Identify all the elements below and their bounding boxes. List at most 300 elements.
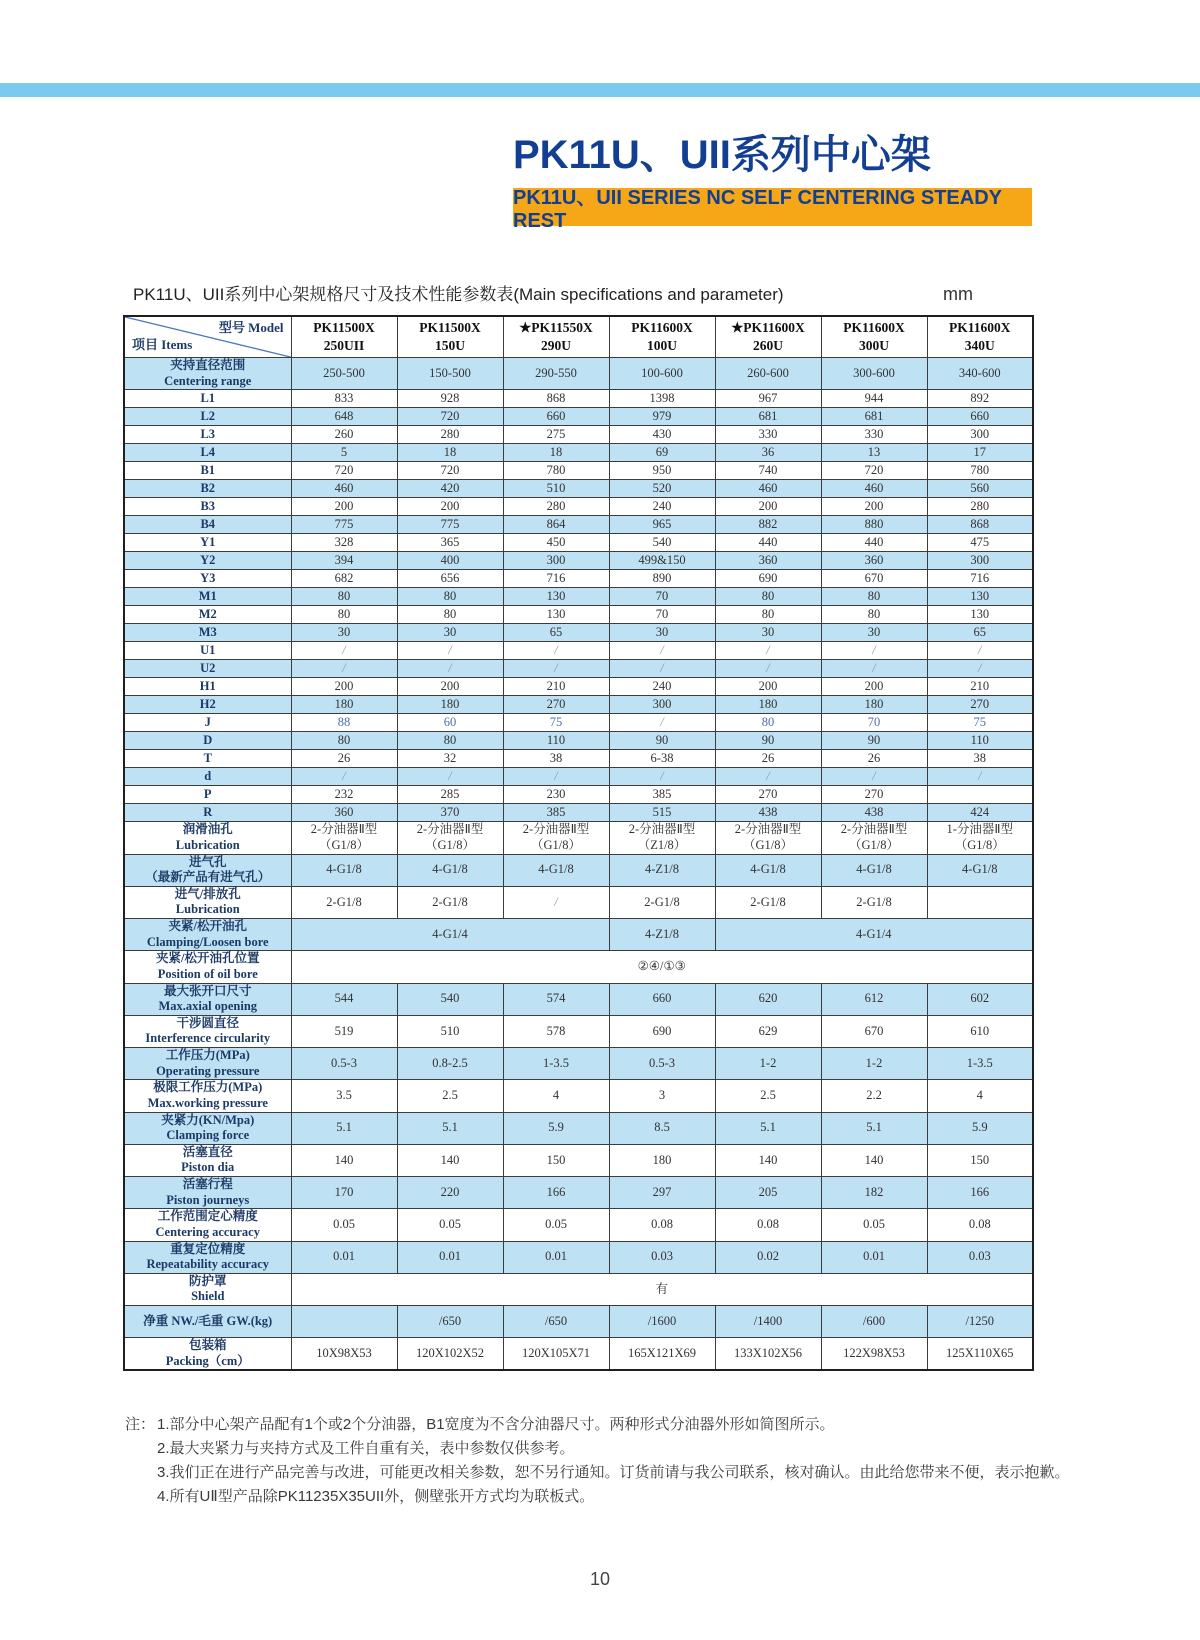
table-cell: 928 xyxy=(397,390,503,408)
table-cell: 4-G1/8 xyxy=(715,854,821,886)
table-cell: 2.5 xyxy=(397,1080,503,1112)
table-cell: / xyxy=(503,660,609,678)
row-label: 重复定位精度 Repeatability accuracy xyxy=(124,1241,291,1273)
table-cell: 720 xyxy=(397,408,503,426)
series-banner: PK11U、UII SERIES NC SELF CENTERING STEADY REST xyxy=(513,188,1032,226)
top-divider-bar xyxy=(0,83,1200,97)
table-cell: 1-3.5 xyxy=(927,1048,1033,1080)
row-label: P xyxy=(124,786,291,804)
table-cell: 30 xyxy=(715,624,821,642)
table-cell: 574 xyxy=(503,983,609,1015)
table-row xyxy=(124,1209,1033,1241)
table-cell: 2-分油器Ⅱ型 （G1/8） xyxy=(397,822,503,854)
footnote-item: 3.我们正在进行产品完善与改进，可能更改相关参数，恕不另行通知。订货前请与我公司联系，核对确认。由此给您带来不便，表示抱歉。 xyxy=(157,1464,1070,1482)
table-cell: / xyxy=(503,886,609,918)
model-column-header: PK11500X 150U xyxy=(397,316,503,358)
table-cell: 438 xyxy=(715,804,821,822)
table-cell: 65 xyxy=(503,624,609,642)
table-cell: 250-500 xyxy=(291,358,397,390)
table-cell: 5 xyxy=(291,444,397,462)
table-cell: 540 xyxy=(397,983,503,1015)
diagonal-header-cell xyxy=(124,316,291,358)
table-cell: 780 xyxy=(503,462,609,480)
table-cell: 660 xyxy=(927,408,1033,426)
table-cell: 360 xyxy=(715,552,821,570)
table-cell: 300 xyxy=(609,696,715,714)
table-cell: 2-G1/8 xyxy=(715,886,821,918)
table-cell: 560 xyxy=(927,480,1033,498)
row-label: L1 xyxy=(124,390,291,408)
table-cell: 90 xyxy=(821,732,927,750)
table-cell: 720 xyxy=(291,462,397,480)
table-row xyxy=(124,588,1033,606)
table-cell: 864 xyxy=(503,516,609,534)
table-cell: 3.5 xyxy=(291,1080,397,1112)
row-label: 进气/排放孔 Lubrication xyxy=(124,886,291,918)
table-cell: / xyxy=(291,768,397,786)
table-cell: 340-600 xyxy=(927,358,1033,390)
row-label: U1 xyxy=(124,642,291,660)
table-cell: 232 xyxy=(291,786,397,804)
table-cell: 270 xyxy=(821,786,927,804)
table-cell: 2-分油器Ⅱ型 （G1/8） xyxy=(821,822,927,854)
table-cell: 0.08 xyxy=(609,1209,715,1241)
table-cell: 510 xyxy=(503,480,609,498)
row-label: M3 xyxy=(124,624,291,642)
table-cell xyxy=(291,1306,397,1338)
table-cell: 670 xyxy=(821,1015,927,1047)
table-cell: 775 xyxy=(397,516,503,534)
table-cell: 18 xyxy=(503,444,609,462)
table-cell: / xyxy=(609,642,715,660)
table-cell: 544 xyxy=(291,983,397,1015)
table-cell: 130 xyxy=(503,606,609,624)
table-row xyxy=(124,1080,1033,1112)
table-row xyxy=(124,642,1033,660)
table-cell: 0.08 xyxy=(927,1209,1033,1241)
table-cell: 740 xyxy=(715,462,821,480)
table-cell: 80 xyxy=(397,732,503,750)
table-cell: 4-G1/4 xyxy=(291,919,609,951)
table-cell: 0.8-2.5 xyxy=(397,1048,503,1080)
row-label: D xyxy=(124,732,291,750)
table-cell: /1250 xyxy=(927,1306,1033,1338)
table-cell: /1600 xyxy=(609,1306,715,1338)
table-row xyxy=(124,1144,1033,1176)
table-cell: 720 xyxy=(397,462,503,480)
table-cell: 944 xyxy=(821,390,927,408)
table-cell: / xyxy=(503,642,609,660)
table-cell: 220 xyxy=(397,1177,503,1209)
table-row xyxy=(124,822,1033,854)
table-cell: 60 xyxy=(397,714,503,732)
table-cell: 370 xyxy=(397,804,503,822)
table-cell: 656 xyxy=(397,570,503,588)
table-cell: 540 xyxy=(609,534,715,552)
table-cell: 775 xyxy=(291,516,397,534)
table-cell: / xyxy=(715,642,821,660)
table-cell: 30 xyxy=(821,624,927,642)
table-cell: 70 xyxy=(609,588,715,606)
table-cell: 210 xyxy=(503,678,609,696)
table-cell: 125X110X65 xyxy=(927,1338,1033,1371)
table-cell: 868 xyxy=(503,390,609,408)
table-cell: 0.05 xyxy=(397,1209,503,1241)
table-cell: 882 xyxy=(715,516,821,534)
table-cell: 69 xyxy=(609,444,715,462)
row-label: H2 xyxy=(124,696,291,714)
table-cell: 1398 xyxy=(609,390,715,408)
row-label: U2 xyxy=(124,660,291,678)
table-cell: 300 xyxy=(927,552,1033,570)
table-cell: 260 xyxy=(291,426,397,444)
table-cell: 460 xyxy=(715,480,821,498)
table-cell: 210 xyxy=(927,678,1033,696)
table-cell: 612 xyxy=(821,983,927,1015)
table-cell: 5.9 xyxy=(927,1112,1033,1144)
table-cell: 8.5 xyxy=(609,1112,715,1144)
table-cell: 4-G1/8 xyxy=(927,854,1033,886)
table-row xyxy=(124,804,1033,822)
table-cell: 300-600 xyxy=(821,358,927,390)
spec-table xyxy=(123,315,1034,1371)
row-label: 工作范围定心精度 Centering accuracy xyxy=(124,1209,291,1241)
table-cell: / xyxy=(609,768,715,786)
table-cell: 0.03 xyxy=(609,1241,715,1273)
table-cell: 200 xyxy=(715,498,821,516)
table-cell: 328 xyxy=(291,534,397,552)
table-row xyxy=(124,498,1033,516)
table-cell: / xyxy=(397,660,503,678)
table-cell: 17 xyxy=(927,444,1033,462)
table-cell: 38 xyxy=(503,750,609,768)
model-column-header: PK11600X 100U xyxy=(609,316,715,358)
row-label: 防护罩 Shield xyxy=(124,1273,291,1305)
table-cell: 681 xyxy=(715,408,821,426)
table-row xyxy=(124,1112,1033,1144)
table-cell: 0.08 xyxy=(715,1209,821,1241)
table-row xyxy=(124,732,1033,750)
table-row xyxy=(124,534,1033,552)
table-cell: 833 xyxy=(291,390,397,408)
table-row xyxy=(124,786,1033,804)
table-cell: 200 xyxy=(397,498,503,516)
table-cell: 80 xyxy=(715,714,821,732)
row-label: 活塞直径 Piston dia xyxy=(124,1144,291,1176)
table-cell: 150 xyxy=(927,1144,1033,1176)
row-label: 干涉圆直径 Interference circularity xyxy=(124,1015,291,1047)
row-label: 工作压力(MPa) Operating pressure xyxy=(124,1048,291,1080)
table-cell: /600 xyxy=(821,1306,927,1338)
table-cell: / xyxy=(609,714,715,732)
table-cell: 182 xyxy=(821,1177,927,1209)
table-cell: 1-2 xyxy=(821,1048,927,1080)
table-row xyxy=(124,480,1033,498)
table-cell: 140 xyxy=(291,1144,397,1176)
table-row xyxy=(124,768,1033,786)
table-cell: 0.03 xyxy=(927,1241,1033,1273)
table-cell: 385 xyxy=(609,786,715,804)
table-cell: 38 xyxy=(927,750,1033,768)
table-cell: / xyxy=(397,642,503,660)
table-row xyxy=(124,426,1033,444)
table-cell: 360 xyxy=(821,552,927,570)
table-cell: 75 xyxy=(927,714,1033,732)
table-cell: 2.2 xyxy=(821,1080,927,1112)
table-cell: 30 xyxy=(397,624,503,642)
table-cell: 280 xyxy=(397,426,503,444)
table-cell: 0.5-3 xyxy=(609,1048,715,1080)
row-label: 净重 NW./毛重 GW.(kg) xyxy=(124,1306,291,1338)
unit-label: mm xyxy=(943,284,973,304)
table-row xyxy=(124,1015,1033,1047)
table-cell: / xyxy=(821,660,927,678)
table-cell: 519 xyxy=(291,1015,397,1047)
table-cell: / xyxy=(821,642,927,660)
table-row xyxy=(124,886,1033,918)
row-label: B1 xyxy=(124,462,291,480)
table-row xyxy=(124,606,1033,624)
table-row xyxy=(124,1338,1033,1371)
row-label: M1 xyxy=(124,588,291,606)
table-cell: 460 xyxy=(291,480,397,498)
table-cell: 681 xyxy=(821,408,927,426)
table-cell: 26 xyxy=(291,750,397,768)
table-cell: 394 xyxy=(291,552,397,570)
table-cell: 32 xyxy=(397,750,503,768)
table-cell: 4-G1/4 xyxy=(715,919,1033,951)
table-cell: 270 xyxy=(503,696,609,714)
table-row xyxy=(124,951,1033,983)
corner-model-label: 型号 Model xyxy=(218,320,284,335)
spec-table-body xyxy=(124,358,1033,1371)
table-cell: 780 xyxy=(927,462,1033,480)
table-cell: 200 xyxy=(291,678,397,696)
table-cell: 4-Z1/8 xyxy=(609,919,715,951)
table-cell: 200 xyxy=(291,498,397,516)
table-cell: 166 xyxy=(927,1177,1033,1209)
table-row xyxy=(124,1306,1033,1338)
table-cell: 430 xyxy=(609,426,715,444)
table-cell: 26 xyxy=(821,750,927,768)
table-cell: 510 xyxy=(397,1015,503,1047)
table-row xyxy=(124,919,1033,951)
table-cell: 240 xyxy=(609,678,715,696)
table-cell: 4-Z1/8 xyxy=(609,854,715,886)
table-cell: 90 xyxy=(609,732,715,750)
table-cell: 365 xyxy=(397,534,503,552)
table-row xyxy=(124,516,1033,534)
table-cell xyxy=(927,786,1033,804)
table-cell: 80 xyxy=(821,606,927,624)
table-cell: 716 xyxy=(927,570,1033,588)
table-cell: 4 xyxy=(503,1080,609,1112)
table-row xyxy=(124,854,1033,886)
row-label: L2 xyxy=(124,408,291,426)
table-cell: 460 xyxy=(821,480,927,498)
table-cell: 5.1 xyxy=(291,1112,397,1144)
table-cell: 120X105X71 xyxy=(503,1338,609,1371)
table-cell: 2-G1/8 xyxy=(821,886,927,918)
table-row xyxy=(124,462,1033,480)
table-cell: 270 xyxy=(715,786,821,804)
model-column-header: PK11500X 250UII xyxy=(291,316,397,358)
table-cell: 80 xyxy=(397,606,503,624)
table-cell: / xyxy=(715,768,821,786)
table-cell: 200 xyxy=(821,678,927,696)
table-cell: 297 xyxy=(609,1177,715,1209)
table-cell: 6-38 xyxy=(609,750,715,768)
table-cell: 80 xyxy=(291,606,397,624)
table-cell: 690 xyxy=(609,1015,715,1047)
table-cell: 690 xyxy=(715,570,821,588)
table-cell: 133X102X56 xyxy=(715,1338,821,1371)
table-cell: 716 xyxy=(503,570,609,588)
table-cell: 682 xyxy=(291,570,397,588)
footnotes-prefix: 注： xyxy=(125,1416,156,1434)
table-cell: 166 xyxy=(503,1177,609,1209)
table-cell: 420 xyxy=(397,480,503,498)
table-cell: 438 xyxy=(821,804,927,822)
table-cell: 18 xyxy=(397,444,503,462)
footnote-item: 1.部分中心架产品配有1个或2个分油器，B1宽度为不含分油器尺寸。两种形式分油器外形如简图所示。 xyxy=(157,1416,835,1434)
table-cell: 180 xyxy=(715,696,821,714)
table-cell: 260-600 xyxy=(715,358,821,390)
footnotes-lines xyxy=(157,1413,1200,1509)
model-column-header: PK11600X 300U xyxy=(821,316,927,358)
table-cell: 75 xyxy=(503,714,609,732)
table-cell: / xyxy=(927,660,1033,678)
table-cell: 150 xyxy=(503,1144,609,1176)
table-cell: 385 xyxy=(503,804,609,822)
table-cell: 300 xyxy=(503,552,609,570)
page-title: PK11U、UII系列中心架 xyxy=(513,133,931,177)
row-label: d xyxy=(124,768,291,786)
row-label: R xyxy=(124,804,291,822)
table-cell: 868 xyxy=(927,516,1033,534)
table-cell: / xyxy=(291,660,397,678)
table-cell: 80 xyxy=(291,588,397,606)
table-cell: 2.5 xyxy=(715,1080,821,1112)
table-cell: 0.02 xyxy=(715,1241,821,1273)
table-cell: 170 xyxy=(291,1177,397,1209)
row-label: J xyxy=(124,714,291,732)
table-cell: 330 xyxy=(715,426,821,444)
table-cell: 280 xyxy=(503,498,609,516)
table-cell: / xyxy=(821,768,927,786)
table-cell: 240 xyxy=(609,498,715,516)
table-row xyxy=(124,983,1033,1015)
table-cell: 520 xyxy=(609,480,715,498)
table-cell: 13 xyxy=(821,444,927,462)
table-cell: /650 xyxy=(397,1306,503,1338)
table-cell xyxy=(927,886,1033,918)
table-cell: 4-G1/8 xyxy=(821,854,927,886)
table-row xyxy=(124,660,1033,678)
table-cell: /650 xyxy=(503,1306,609,1338)
table-cell: 30 xyxy=(609,624,715,642)
row-label: L3 xyxy=(124,426,291,444)
page-header xyxy=(513,132,1032,232)
table-cell: 440 xyxy=(715,534,821,552)
table-cell: 0.01 xyxy=(291,1241,397,1273)
table-cell: 629 xyxy=(715,1015,821,1047)
table-row xyxy=(124,750,1033,768)
table-cell: 0.01 xyxy=(397,1241,503,1273)
table-cell: 0.01 xyxy=(821,1241,927,1273)
table-cell: 424 xyxy=(927,804,1033,822)
table-cell: 890 xyxy=(609,570,715,588)
table-cell: / xyxy=(503,768,609,786)
table-cell: 400 xyxy=(397,552,503,570)
footnote-item: 2.最大夹紧力与夹持方式及工件自重有关，表中参数仅供参考。 xyxy=(157,1440,575,1458)
table-cell: 499&150 xyxy=(609,552,715,570)
table-cell: 300 xyxy=(927,426,1033,444)
table-caption-row xyxy=(133,280,1031,305)
table-cell: 130 xyxy=(927,606,1033,624)
table-row xyxy=(124,696,1033,714)
row-label: 润滑油孔 Lubrication xyxy=(124,822,291,854)
table-cell: 180 xyxy=(821,696,927,714)
table-cell: 4-G1/8 xyxy=(503,854,609,886)
table-header-row xyxy=(124,316,1033,358)
table-cell: 165X121X69 xyxy=(609,1338,715,1371)
table-cell: 620 xyxy=(715,983,821,1015)
model-column-header: ★PK11600X 260U xyxy=(715,316,821,358)
table-cell: 150-500 xyxy=(397,358,503,390)
table-cell: 5.1 xyxy=(397,1112,503,1144)
table-cell: / xyxy=(927,642,1033,660)
row-label: B3 xyxy=(124,498,291,516)
table-cell: 475 xyxy=(927,534,1033,552)
table-cell: 578 xyxy=(503,1015,609,1047)
table-cell: 965 xyxy=(609,516,715,534)
table-cell: 670 xyxy=(821,570,927,588)
table-cell: 660 xyxy=(609,983,715,1015)
table-cell: 70 xyxy=(821,714,927,732)
row-label: 夹紧力(KN/Mpa) Clamping force xyxy=(124,1112,291,1144)
table-cell: 80 xyxy=(715,588,821,606)
table-cell: 880 xyxy=(821,516,927,534)
table-cell: 有 xyxy=(291,1273,1033,1305)
table-cell: 180 xyxy=(609,1144,715,1176)
table-row xyxy=(124,1241,1033,1273)
table-cell: 80 xyxy=(291,732,397,750)
table-row xyxy=(124,678,1033,696)
table-cell: 5.1 xyxy=(715,1112,821,1144)
table-cell: 200 xyxy=(821,498,927,516)
table-row xyxy=(124,358,1033,390)
table-cell: 2-分油器Ⅱ型 （G1/8） xyxy=(715,822,821,854)
table-row xyxy=(124,624,1033,642)
table-cell: 4 xyxy=(927,1080,1033,1112)
row-label: Y3 xyxy=(124,570,291,588)
table-row xyxy=(124,1273,1033,1305)
table-row xyxy=(124,552,1033,570)
table-cell: 140 xyxy=(821,1144,927,1176)
table-cell: 0.05 xyxy=(291,1209,397,1241)
footnotes xyxy=(125,1413,1200,1509)
table-cell: 4-G1/8 xyxy=(397,854,503,886)
table-cell: 4-G1/8 xyxy=(291,854,397,886)
table-cell: / xyxy=(715,660,821,678)
table-cell: 0.05 xyxy=(821,1209,927,1241)
corner-items-label: 项目 Items xyxy=(132,337,193,353)
table-cell: 65 xyxy=(927,624,1033,642)
table-cell: 967 xyxy=(715,390,821,408)
table-cell: 0.05 xyxy=(503,1209,609,1241)
table-cell: 330 xyxy=(821,426,927,444)
